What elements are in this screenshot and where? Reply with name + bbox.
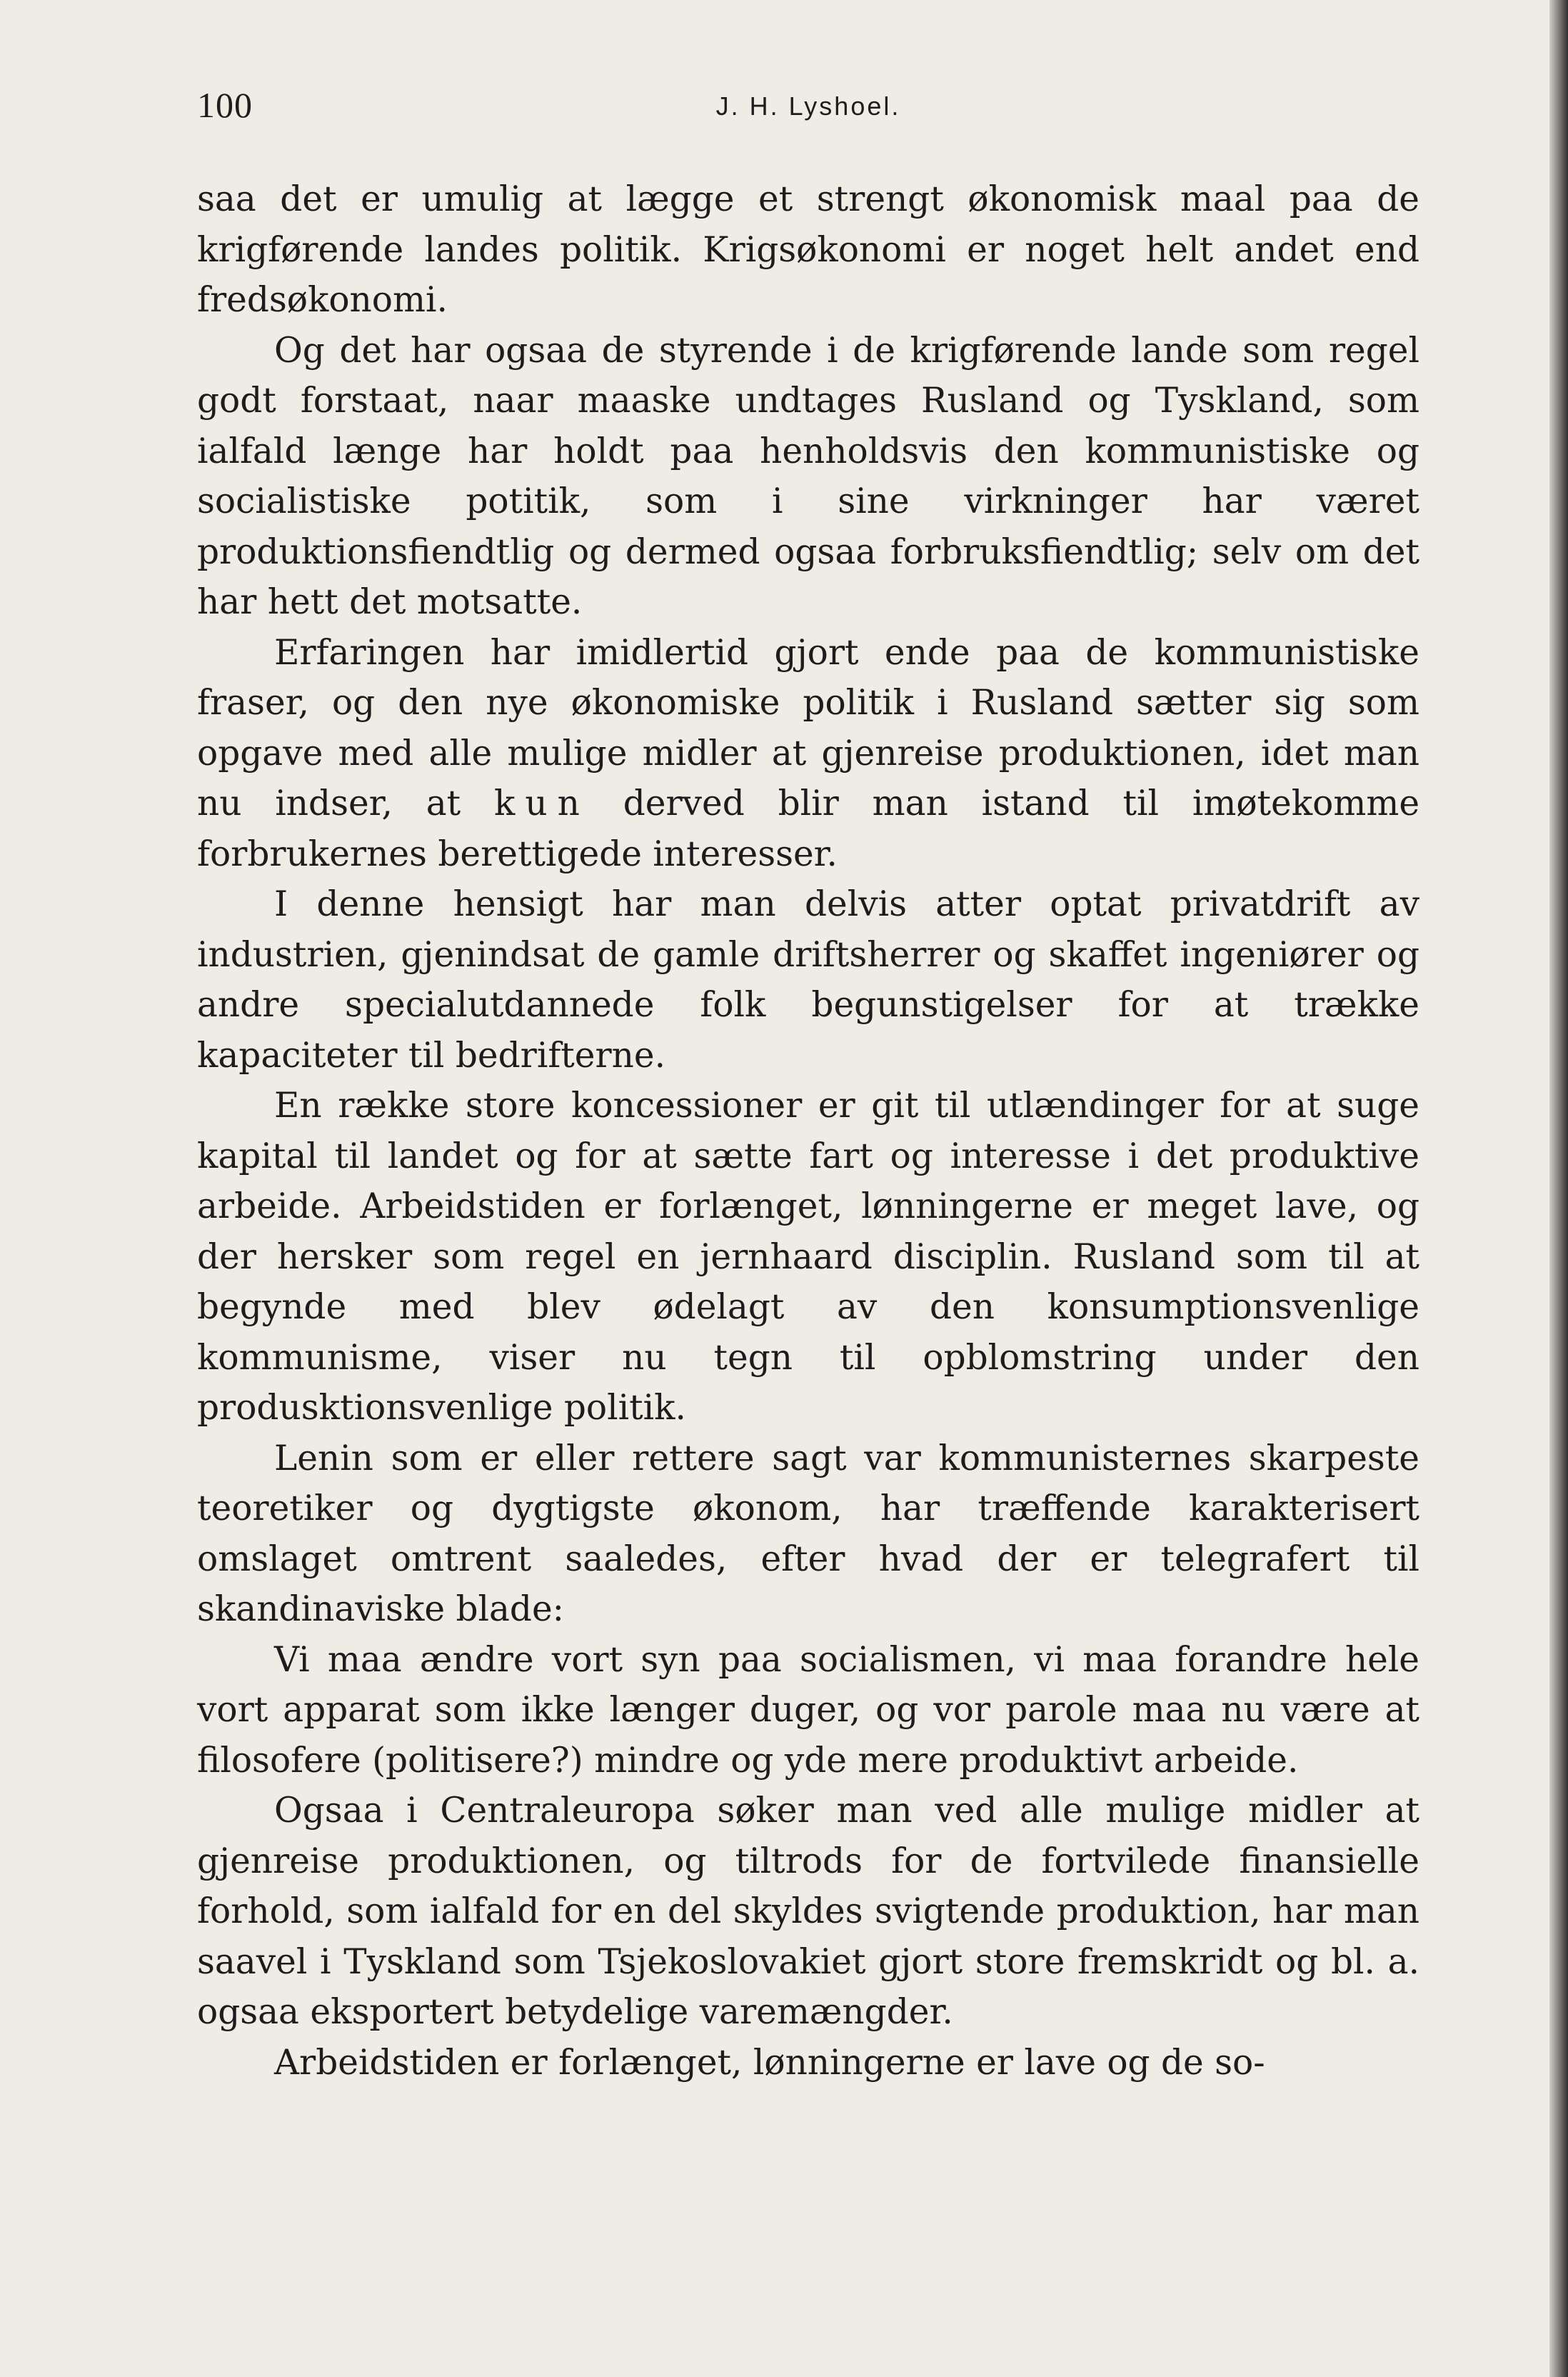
spaced-emphasis-word: kun [494,784,590,824]
body-text [197,174,1419,2088]
paragraph-2: Og det har ogsaa de styrende i de krigførende lande som regel godt forstaat, naar maaske undtages Rusland og Tyskland, som ialfald længe har holdt paa henholdsvis den kommunistiske og socialistiske potitik, som i sine virkninger har været produktionsfiendtlig og dermed ogsaa forbruksfiendtlig; selv om det har hett det motsatte. [197,330,1419,622]
paragraph-5: En række store koncessioner er git til utlændinger for at suge kapital til landet og for at sætte fart og interesse i det produktive arbeide. Arbeidstiden er forlænget, lønningerne er meget lave, og der hersker som regel en jernhaard disciplin. Rusland som til at begynde med blev ødelagt av den konsumptionsvenlige kommunisme, viser nu tegn til opblomstring under den produsktionsvenlige politik. [197,1086,1419,1428]
running-title: J. H. Lyshoel. [715,91,901,121]
paragraph-3-text-start: Erfaringen har imidlertid gjort ende paa de kommunistiske fraser, og den nye økonomiske politik i Rusland sætter sig som opgave med alle mulige midler at gjenreise produktionen, idet man nu indser, at [197,632,1419,824]
paragraph-3 [197,628,1419,880]
paragraph-6: Lenin som er eller rettere sagt var kommunisternes skarpeste teoretiker og dygtigste økonom, har træffende karakterisert omslaget omtrent saaledes, efter hvad der er telegrafert til skandinaviske blade: [197,1438,1419,1629]
running-header [197,84,1419,141]
paragraph-7-quote: Vi maa ændre vort syn paa socialismen, vi maa forandre hele vort apparat som ikke længer duger, og vor parole maa nu være at filosofere (politisere?) mindre og yde mere produktivt arbeide. [197,1639,1419,1781]
page-edge-shadow [1549,0,1568,2377]
paragraph-4: I denne hensigt har man delvis atter optat privatdrift av industrien, gjenindsat de gamle driftsherrer og skaffet ingeniører og andre specialutdannede folk begunstigelser for at trække kapaciteter til bedrifterne. [197,884,1419,1076]
page-number: 100 [197,85,253,125]
paragraph-1: saa det er umulig at lægge et strengt økonomisk maal paa de krigførende landes politik. Krigsøkonomi er noget helt andet end fredsøkonomi. [197,179,1419,320]
paragraph-8: Ogsaa i Centraleuropa søker man ved alle mulige midler at gjenreise produktionen, og tiltrods for de fortvilede finansielle forhold, som ialfald for en del skyldes svigtende produktion, har man saavel i Tyskland som Tsjekoslovakiet gjort store fremskridt og bl. a. ogsaa eksportert betydelige varemængder. [197,1791,1419,2032]
paragraph-3-text-end: derved blir man istand til imøtekomme forbrukernes berettigede interesser. [197,784,1420,874]
paragraph-9: Arbeidstiden er forlænget, lønningerne er lave og de so- [274,2042,1265,2083]
